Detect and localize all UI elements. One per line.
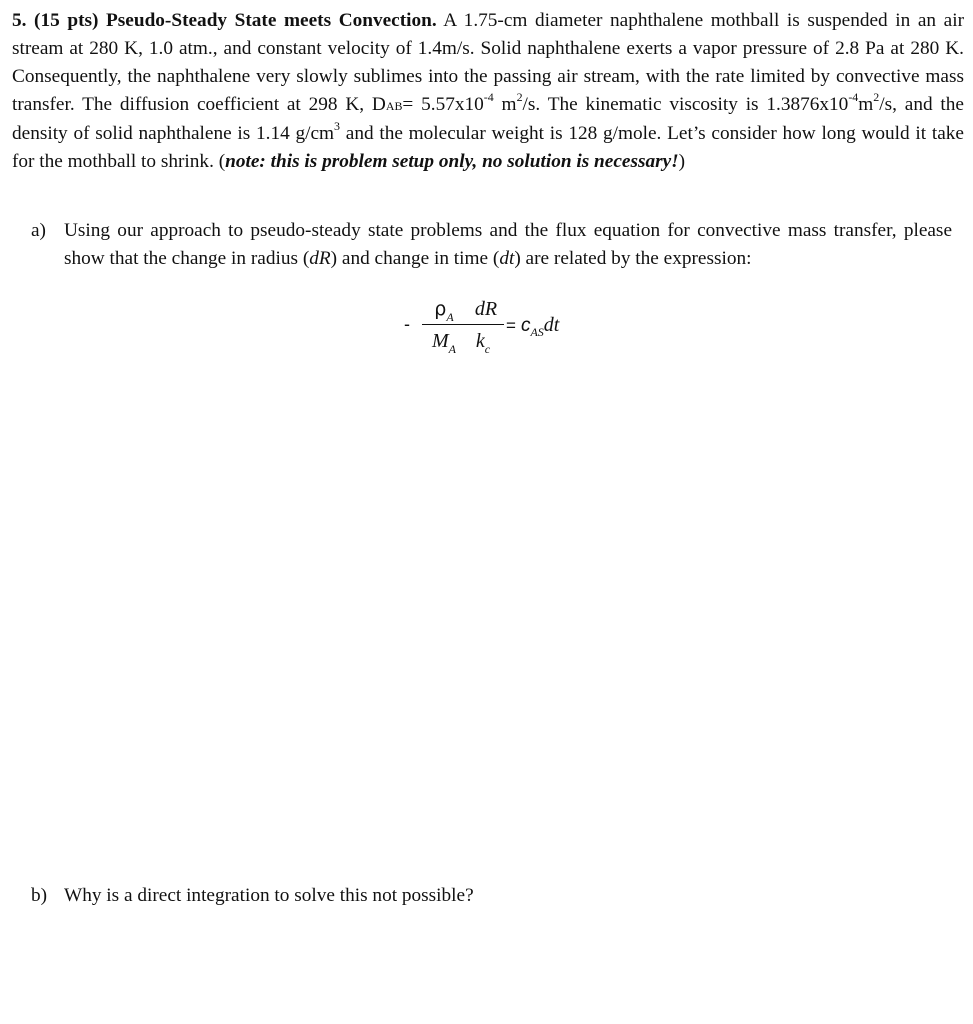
part-a-dR: dR [309, 248, 331, 269]
diffusion-exponent: -4 [483, 89, 494, 104]
equation-denominator-M [422, 328, 466, 356]
equation-equals-sign: = [506, 316, 516, 335]
molar-mass-subscript: A [448, 342, 456, 356]
part-a-text-2: ) and change in time ( [330, 248, 500, 269]
mass-transfer-coefficient-symbol: k [475, 330, 485, 352]
equation-fraction-bar [422, 324, 504, 325]
diffusion-subscript: AB [385, 99, 403, 113]
problem-statement [12, 7, 964, 176]
viscosity-unit-exponent: 2 [873, 89, 880, 104]
viscosity-unit: m [858, 94, 874, 115]
viscosity-exponent: -4 [848, 89, 859, 104]
problem-sentence-3: Consequently, the naphthalene very slowly sublimes into the passing air stream, with the rate limited by convective mass transfer. [12, 66, 964, 115]
equation-numerator-dR: dR [474, 298, 498, 320]
note-open: ( [218, 151, 226, 172]
document-page [12, 7, 964, 176]
viscosity-text: The kinematic viscosity is 1.3876x10 [547, 94, 849, 115]
problem-sentence-2: Solid naphthalene exerts a vapor pressure of 2.8 Pa at 280 K. [480, 38, 964, 59]
mass-transfer-coefficient-subscript: c [484, 342, 491, 356]
equation-fraction-density [422, 296, 466, 324]
diffusion-unit-tail: /s. [522, 94, 541, 115]
part-b [31, 882, 731, 910]
diffusion-text: The diffusion coefficient at 298 K, D [82, 94, 386, 115]
equation-dt: dt [543, 314, 560, 336]
molecular-weight-text: and the molecular weight is 128 g/mole. [340, 123, 662, 144]
part-b-marker: b) [31, 885, 48, 906]
equation-minus-sign: - [404, 314, 410, 334]
problem-heading: 5. (15 pts) Pseudo-Steady State meets Convection. [12, 10, 437, 31]
concentration-subscript: AS [530, 325, 544, 339]
note-close: ) [678, 151, 686, 172]
diffusion-unit: m [493, 94, 517, 115]
problem-question: Let’s consider how long would it take for the mothball to shrink. [12, 123, 964, 172]
part-a-dt: dt [499, 248, 515, 269]
equation-denominator-k [468, 328, 498, 356]
part-a-text-3: ) are related by the expression: [514, 248, 752, 269]
radius-time-equation [392, 290, 612, 370]
molar-mass-symbol: M [431, 330, 449, 352]
note-text: note: this is problem setup only, no solution is necessary! [225, 151, 679, 172]
problem-sentence-1: A 1.75-cm diameter naphthalene mothball is suspended in an air stream at 280 K, 1.0 atm., and constant velocity of 1.4m/s. [12, 10, 964, 59]
equation-numerator-rho [422, 296, 466, 324]
part-a-text-1: Using our approach to pseudo-steady state problems and the flux equation for convective mass transfer, please show that the change in radius ( [64, 220, 952, 269]
part-b-text: Why is a direct integration to solve this not possible? [64, 885, 474, 906]
rho-subscript: A [446, 310, 454, 324]
equation-fraction-dR [468, 296, 504, 322]
part-a-marker: a) [31, 220, 46, 241]
density-exponent: 3 [334, 118, 341, 133]
part-a-text [64, 217, 952, 273]
part-a [31, 217, 952, 273]
rho-symbol: ρ [434, 298, 447, 320]
diffusion-value: = 5.57x10 [402, 94, 484, 115]
diffusion-unit-exponent: 2 [516, 89, 523, 104]
concentration-symbol: c [520, 315, 531, 336]
equation-right-side [506, 314, 559, 337]
density-text: /s, and the density of solid naphthalene is 1.14 g/cm [12, 94, 964, 144]
